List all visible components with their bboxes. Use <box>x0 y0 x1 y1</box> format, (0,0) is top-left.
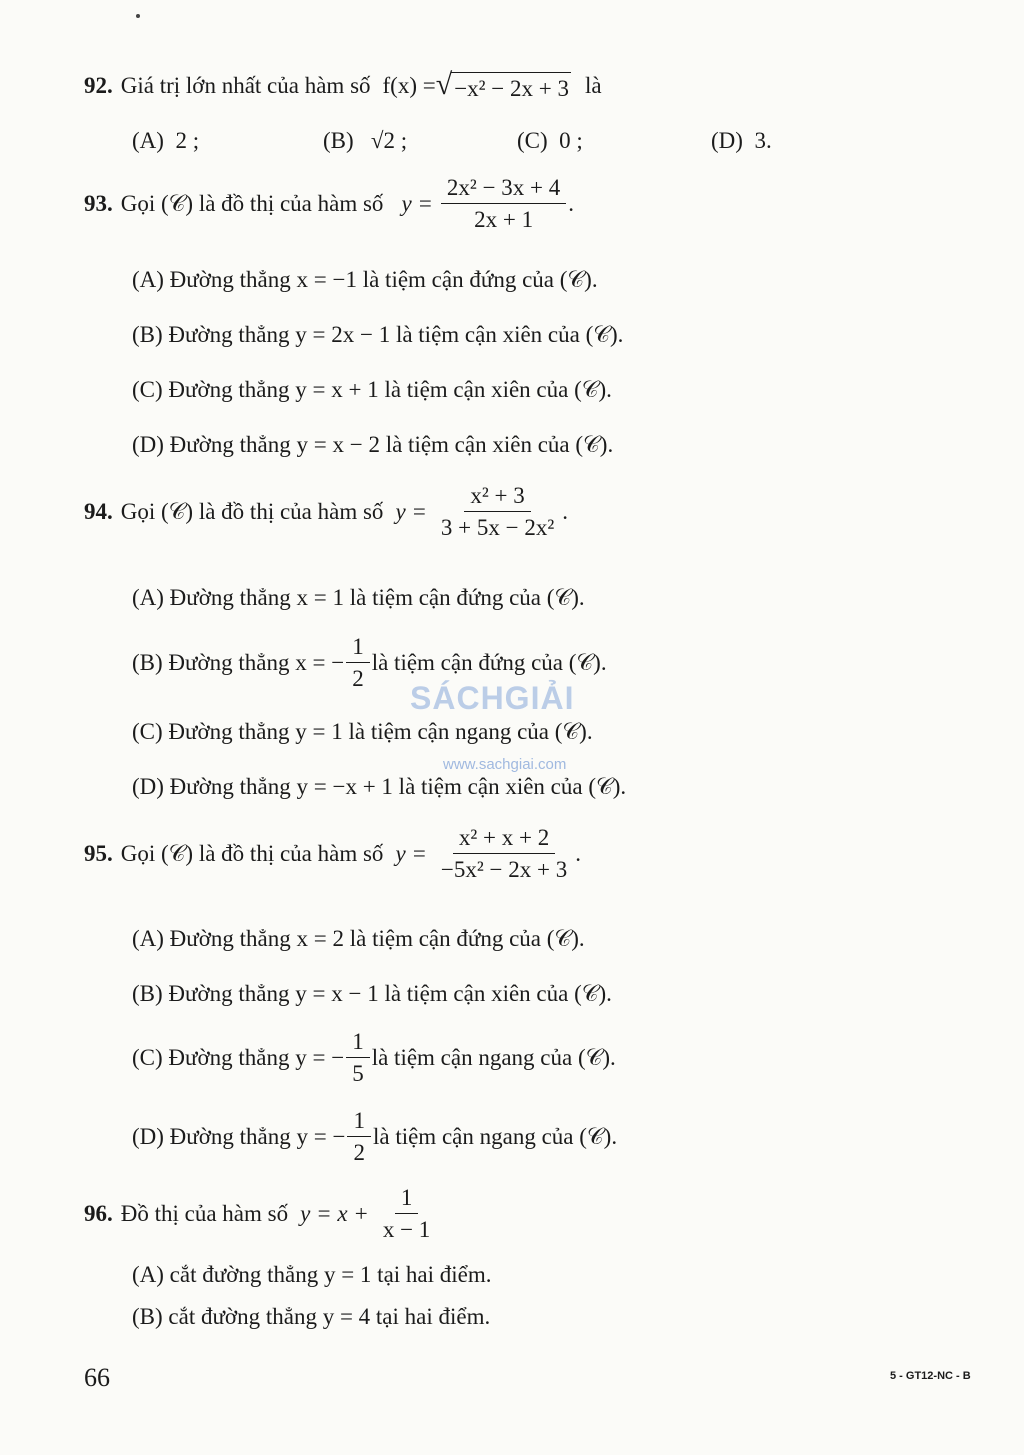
question-94-option-a: (A) Đường thẳng x = 1 là tiệm cận đứng của (𝒞). <box>132 585 585 610</box>
page-number: 66 <box>84 1363 110 1392</box>
question-92-option-d <box>711 129 772 152</box>
question-text: Giá trị lớn nhất của hàm số <box>120 72 371 98</box>
option-before: (B) Đường thẳng x = − <box>132 650 345 675</box>
fraction-numerator: x² + 3 <box>464 484 530 512</box>
function-lhs: y = <box>395 499 427 524</box>
fraction-denominator: x − 1 <box>382 1217 431 1242</box>
fraction-denominator: 2 <box>353 1140 365 1165</box>
watermark-logo: SÁCHGIẢI <box>410 680 575 716</box>
question-92-stem <box>84 70 602 100</box>
option-text: 3. <box>754 128 772 153</box>
square-root <box>436 70 571 100</box>
fraction-numerator: 1 <box>395 1186 419 1214</box>
question-94-option-d: (D) Đường thẳng y = −x + 1 là tiệm cận xiên của (𝒞). <box>132 774 627 799</box>
end-period: . <box>575 841 581 866</box>
option-after: là tiệm cận ngang của (𝒞). <box>372 1124 618 1149</box>
question-96-stem <box>84 1186 438 1241</box>
question-number: 95. <box>84 841 113 866</box>
fraction <box>346 1030 370 1085</box>
function-lhs: y = <box>395 841 427 866</box>
question-93-stem <box>84 176 574 231</box>
fraction <box>435 484 560 539</box>
question-number: 96. <box>84 1201 113 1226</box>
fraction-denominator: −5x² − 2x + 3 <box>440 857 568 882</box>
question-95-option-b: (B) Đường thẳng y = x − 1 là tiệm cận xiên của (𝒞). <box>132 981 612 1006</box>
question-93-option-b: (B) Đường thẳng y = 2x − 1 là tiệm cận xiên của (𝒞). <box>132 322 624 347</box>
fraction-denominator: 2x + 1 <box>474 207 534 232</box>
question-94-option-c: (C) Đường thẳng y = 1 là tiệm cận ngang của (𝒞). <box>132 719 593 744</box>
fraction-numerator: 2x² − 3x + 4 <box>441 176 566 204</box>
option-before: (C) Đường thẳng y = − <box>132 1045 345 1070</box>
question-93-option-d: (D) Đường thẳng y = x − 2 là tiệm cận xiên của (𝒞). <box>132 432 614 457</box>
question-92-option-c <box>517 129 583 152</box>
option-after: là tiệm cận ngang của (𝒞). <box>371 1045 616 1070</box>
radical-sign: √ <box>435 68 453 101</box>
question-92-option-a <box>132 129 199 152</box>
fraction-denominator: 2 <box>352 666 364 691</box>
question-93-option-a: (A) Đường thẳng x = −1 là tiệm cận đứng của (𝒞). <box>132 267 598 292</box>
option-label: (C) <box>517 128 548 153</box>
question-92-option-b <box>323 129 407 152</box>
option-label: (A) <box>132 128 164 153</box>
fraction-numerator: 1 <box>346 1030 370 1058</box>
question-96-option-a: (A) cắt đường thẳng y = 1 tại hai điểm. <box>132 1262 492 1287</box>
fraction-denominator: 5 <box>352 1061 364 1086</box>
book-code: 5 - GT12-NC - B <box>890 1370 971 1382</box>
option-label: (B) <box>323 128 354 153</box>
stray-dot <box>136 14 140 18</box>
question-tail: là <box>585 72 602 98</box>
fraction <box>377 1186 436 1241</box>
question-text: Gọi (𝒞) là đồ thị của hàm số <box>120 841 384 866</box>
fraction <box>346 635 370 690</box>
fraction-denominator: 3 + 5x − 2x² <box>440 515 555 540</box>
fraction <box>441 176 566 231</box>
question-95-option-c <box>132 1030 616 1085</box>
fraction-numerator: x² + x + 2 <box>453 826 555 854</box>
radicand: −x² − 2x + 3 <box>451 72 571 100</box>
option-label: (D) <box>711 128 743 153</box>
option-text: √2 ; <box>370 128 408 153</box>
function-lhs: y = <box>401 191 433 216</box>
option-after: là tiệm cận đứng của (𝒞). <box>371 650 607 675</box>
question-95-option-d <box>132 1109 617 1164</box>
question-96-option-b: (B) cắt đường thẳng y = 4 tại hai điểm. <box>132 1304 491 1329</box>
function-lhs: y = x + <box>300 1201 369 1226</box>
function-name: f(x) = <box>382 72 436 98</box>
question-number: 94. <box>84 499 113 524</box>
fraction-numerator: 1 <box>346 635 370 663</box>
question-95-option-a: (A) Đường thẳng x = 2 là tiệm cận đứng của (𝒞). <box>132 926 585 951</box>
fraction <box>347 1109 371 1164</box>
option-text: 2 ; <box>175 128 200 153</box>
question-95-stem <box>84 826 581 881</box>
watermark-url: www.sachgiai.com <box>443 756 567 773</box>
question-text: Đồ thị của hàm số <box>120 1201 289 1226</box>
question-text: Gọi (𝒞) là đồ thị của hàm số <box>120 191 384 216</box>
fraction <box>435 826 573 881</box>
fraction-numerator: 1 <box>347 1109 371 1137</box>
end-period: . <box>562 499 569 524</box>
end-period: . <box>568 191 575 216</box>
question-number: 92. <box>84 72 113 98</box>
question-94-stem <box>84 484 568 539</box>
question-93-option-c: (C) Đường thẳng y = x + 1 là tiệm cận xiên của (𝒞). <box>132 377 612 402</box>
question-text: Gọi (𝒞) là đồ thị của hàm số <box>120 499 384 524</box>
option-text: 0 ; <box>559 128 583 153</box>
option-before: (D) Đường thẳng y = − <box>132 1124 346 1149</box>
question-number: 93. <box>84 191 113 216</box>
